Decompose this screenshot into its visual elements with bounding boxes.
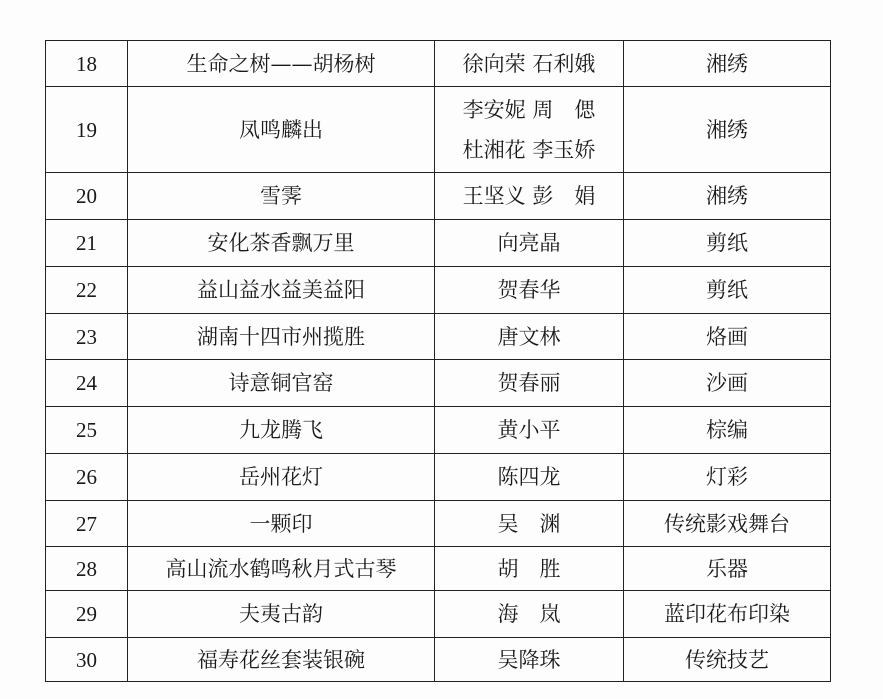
artist-line: 李安妮 周 偲 xyxy=(462,97,596,122)
craft-category: 灯彩 xyxy=(624,454,831,501)
artist-line: 吴 渊 xyxy=(497,511,561,536)
artist-line: 胡 胜 xyxy=(497,556,561,581)
artist-names xyxy=(435,407,624,454)
artist-line: 杜湘花 李玉娇 xyxy=(462,137,596,162)
table-row xyxy=(46,591,831,638)
work-title: 湖南十四市州揽胜 xyxy=(128,314,435,360)
work-title: 诗意铜官窑 xyxy=(128,360,435,407)
artist-names xyxy=(435,220,624,267)
craft-category: 湘绣 xyxy=(624,41,831,87)
craft-category: 蓝印花布印染 xyxy=(624,591,831,638)
work-title: 雪霁 xyxy=(128,173,435,220)
row-number: 20 xyxy=(46,173,128,220)
table-row xyxy=(46,314,831,360)
artist-names xyxy=(435,314,624,360)
craft-category: 传统影戏舞台 xyxy=(624,501,831,547)
craft-category: 剪纸 xyxy=(624,220,831,267)
table-row xyxy=(46,87,831,173)
table-row xyxy=(46,454,831,501)
table-row xyxy=(46,360,831,407)
work-title: 生命之树——胡杨树 xyxy=(128,41,435,87)
artist-names xyxy=(435,501,624,547)
table-row xyxy=(46,638,831,682)
artist-line: 吴降珠 xyxy=(497,647,561,672)
artist-names xyxy=(435,591,624,638)
row-number: 18 xyxy=(46,41,128,87)
craft-category: 乐器 xyxy=(624,547,831,591)
work-title: 岳州花灯 xyxy=(128,454,435,501)
work-title: 九龙腾飞 xyxy=(128,407,435,454)
artist-line: 陈四龙 xyxy=(497,465,561,489)
work-title: 福寿花丝套装银碗 xyxy=(128,638,435,682)
work-title: 益山益水益美益阳 xyxy=(128,267,435,314)
table-row xyxy=(46,547,831,591)
work-title: 安化茶香飘万里 xyxy=(128,220,435,267)
work-title: 高山流水鹤鸣秋月式古琴 xyxy=(128,547,435,591)
artist-names xyxy=(435,454,624,501)
craft-category: 传统技艺 xyxy=(624,638,831,682)
row-number: 26 xyxy=(46,454,128,501)
artist-names xyxy=(435,267,624,314)
artist-names xyxy=(435,547,624,591)
artist-names xyxy=(435,360,624,407)
artist-line: 王坚义 彭 娟 xyxy=(462,184,596,208)
works-table xyxy=(45,40,831,682)
artist-names xyxy=(435,87,624,173)
artist-line: 唐文林 xyxy=(497,324,561,349)
row-number: 28 xyxy=(46,547,128,591)
table-row xyxy=(46,267,831,314)
works-table-body xyxy=(46,41,831,682)
row-number: 21 xyxy=(46,220,128,267)
craft-category: 剪纸 xyxy=(624,267,831,314)
artist-names xyxy=(435,41,624,87)
row-number: 27 xyxy=(46,501,128,547)
artist-line: 黄小平 xyxy=(497,418,561,442)
row-number: 19 xyxy=(46,87,128,173)
row-number: 30 xyxy=(46,638,128,682)
row-number: 23 xyxy=(46,314,128,360)
table-row xyxy=(46,173,831,220)
artist-line: 贺春丽 xyxy=(497,371,561,395)
craft-category: 沙画 xyxy=(624,360,831,407)
work-title: 夫夷古韵 xyxy=(128,591,435,638)
craft-category: 湘绣 xyxy=(624,87,831,173)
row-number: 24 xyxy=(46,360,128,407)
craft-category: 烙画 xyxy=(624,314,831,360)
artist-names xyxy=(435,173,624,220)
row-number: 25 xyxy=(46,407,128,454)
craft-category: 湘绣 xyxy=(624,173,831,220)
artist-line: 海 岚 xyxy=(497,602,561,626)
row-number: 29 xyxy=(46,591,128,638)
work-title: 一颗印 xyxy=(128,501,435,547)
table-row xyxy=(46,41,831,87)
work-title: 凤鸣麟出 xyxy=(128,87,435,173)
artist-line: 贺春华 xyxy=(497,278,561,302)
table-row xyxy=(46,407,831,454)
artist-line: 徐向荣 石利娥 xyxy=(462,51,596,76)
artist-names xyxy=(435,638,624,682)
row-number: 22 xyxy=(46,267,128,314)
table-row xyxy=(46,220,831,267)
artist-line: 向亮晶 xyxy=(497,231,561,255)
table-row xyxy=(46,501,831,547)
craft-category: 棕编 xyxy=(624,407,831,454)
